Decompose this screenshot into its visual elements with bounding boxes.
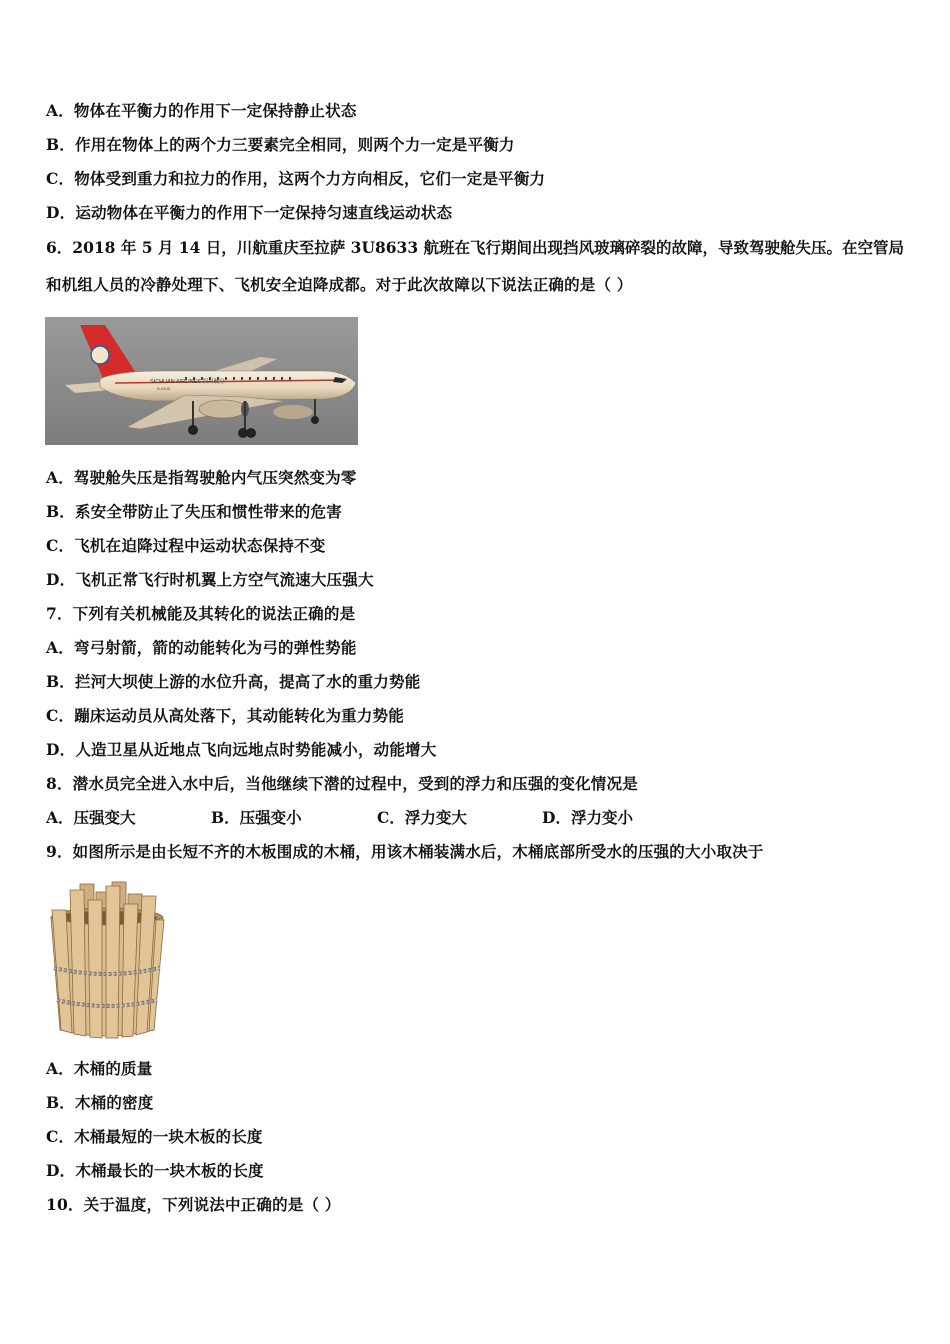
- q9-option-d: D．木桶最长的一块木板的长度: [46, 1161, 264, 1180]
- q7-option-b: B．拦河大坝使上游的水位升高，提高了水的重力势能: [46, 672, 421, 691]
- q7-option-a: A．弯弓射箭，箭的动能转化为弓的弹性势能: [46, 638, 357, 657]
- q9-stem: 9．如图所示是由长短不齐的木板围成的木桶，用该木桶装满水后，木桶底部所受水的压强的大小取决于: [46, 842, 764, 861]
- q8-option-c: C．浮力变大: [377, 808, 467, 827]
- q8-options-row: [46, 808, 746, 828]
- q6-option-d: D．飞机正常飞行时机翼上方空气流速大压强大: [46, 570, 374, 589]
- q5-option-b: B．作用在物体上的两个力三要素完全相同，则两个力一定是平衡力: [46, 135, 515, 154]
- q6-option-a: A．驾驶舱失压是指驾驶舱内气压突然变为零: [46, 468, 357, 487]
- q9-option-b: B．木桶的密度: [46, 1093, 154, 1112]
- q7-option-c: C．蹦床运动员从高处落下，其动能转化为重力势能: [46, 706, 404, 725]
- q5-option-a: A．物体在平衡力的作用下一定保持静止状态: [46, 101, 357, 120]
- q8-option-b: B．压强变小: [211, 808, 302, 827]
- q10-stem: 10．关于温度，下列说法中正确的是（ ）: [46, 1195, 341, 1214]
- q5-option-c: C．物体受到重力和拉力的作用，这两个力方向相反，它们一定是平衡力: [46, 169, 546, 188]
- airplane-registration: B-6408: [157, 386, 170, 391]
- airplane-figure: [45, 317, 358, 445]
- q6-option-b: B．系安全带防止了失压和惯性带来的危害: [46, 502, 342, 521]
- q8-option-a: A．压强变大: [46, 808, 136, 827]
- airplane-livery-text: SICHUAN AIRLINES 四川航空: [150, 379, 225, 385]
- q7-stem: 7．下列有关机械能及其转化的说法正确的是: [46, 604, 356, 623]
- q6-stem-line2: 和机组人员的冷静处理下、飞机安全迫降成都。对于此次故障以下说法正确的是（ ）: [46, 275, 633, 294]
- q6-option-c: C．飞机在迫降过程中运动状态保持不变: [46, 536, 326, 555]
- q9-option-c: C．木桶最短的一块木板的长度: [46, 1127, 263, 1146]
- q8-option-d: D．浮力变小: [542, 808, 633, 827]
- q9-option-a: A．木桶的质量: [46, 1059, 153, 1078]
- q8-stem: 8．潜水员完全进入水中后，当他继续下潜的过程中，受到的浮力和压强的变化情况是: [46, 774, 638, 793]
- q5-option-d: D．运动物体在平衡力的作用下一定保持匀速直线运动状态: [46, 203, 453, 222]
- q6-stem-line1: 6．2018 年 5 月 14 日，川航重庆至拉萨 3U8633 航班在飞行期间出现挡风玻璃碎裂的故障，导致驾驶舱失压。在空管局: [46, 238, 904, 257]
- wooden-bucket-figure: [46, 880, 168, 1040]
- q7-option-d: D．人造卫星从近地点飞向远地点时势能减小，动能增大: [46, 740, 437, 759]
